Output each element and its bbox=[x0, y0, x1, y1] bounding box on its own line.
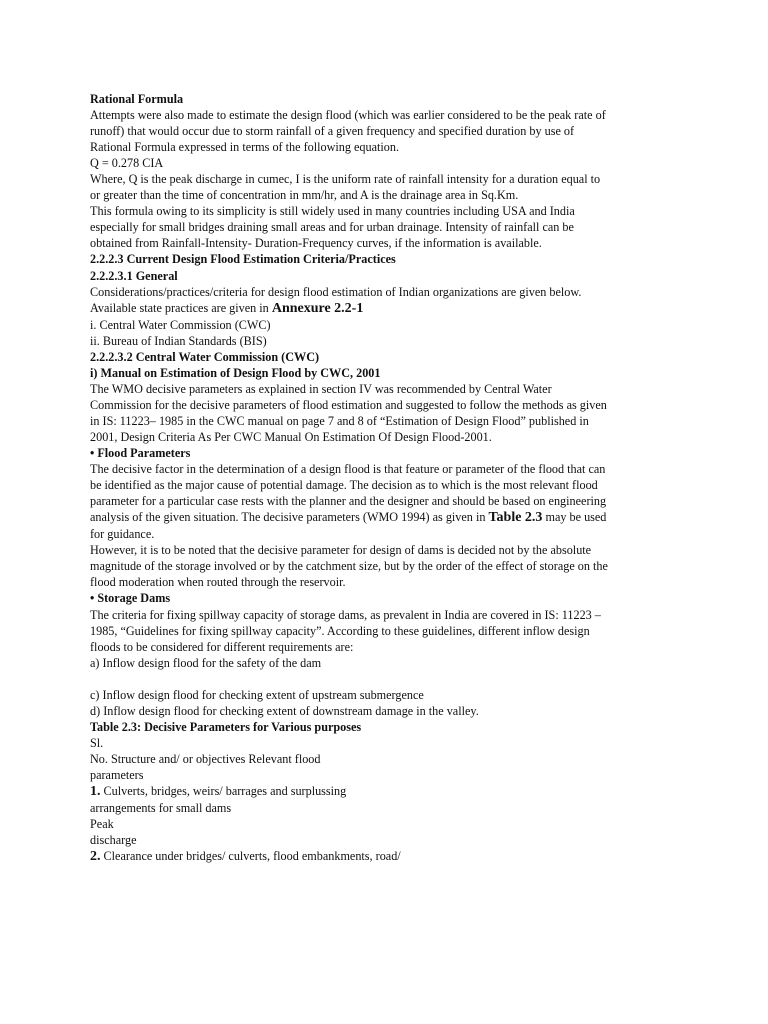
paragraph: This formula owing to its simplicity is still widely used in many countries including USA and India especially for small bridges draining small areas and for urban drainage. Intensity of rainfall can be obtained from Rainfall-Intensity- Duration-Frequency curves, if the information is available. bbox=[90, 204, 575, 251]
paragraph-text: may be used for guidance. bbox=[90, 510, 607, 542]
bullet-icon: • bbox=[90, 446, 95, 461]
table-reference: Table 2.3 bbox=[488, 510, 543, 526]
table-row bbox=[90, 848, 610, 865]
list-item: ii. Bureau of Indian Standards (BIS) bbox=[90, 333, 267, 348]
table-row bbox=[90, 783, 610, 800]
paragraph: Attempts were also made to estimate the design flood (which was earlier considered to be the peak rate of runoff) that would occur due to storm rainfall of a given frequency and specified duration by use of Rational Formula expressed in terms of the following equation. bbox=[90, 108, 606, 155]
paragraph bbox=[90, 461, 610, 542]
list-item: d) Inflow design flood for checking extent of downstream damage in the valley. bbox=[90, 703, 479, 718]
table-header-line: No. Structure and/ or objectives Relevant flood bbox=[90, 751, 321, 766]
row-text: Culverts, bridges, weirs/ barrages and surplussing bbox=[100, 783, 347, 798]
row-number: 1. bbox=[90, 783, 101, 799]
list-item: a) Inflow design flood for the safety of the dam bbox=[90, 655, 322, 670]
subsection-heading-cwc: 2.2.2.3.2 Central Water Commission (CWC) bbox=[90, 349, 320, 364]
paragraph: The criteria for fixing spillway capacity of storage dams, as prevalent in India are covered in IS: 11223 – 1985, “Guidelines for fixing spillway capacity”. According to these guidelines, different inflow design floods to be considered for different requirements are: bbox=[90, 607, 601, 654]
blank-line bbox=[90, 671, 610, 687]
section-heading-rational-formula: Rational Formula bbox=[90, 92, 184, 106]
heading-text: Storage Dams bbox=[97, 591, 171, 606]
paragraph: However, it is to be noted that the decisive parameter for design of dams is decided not by the absolute magnitude of the storage involved or by the catchment size, but by the order of the effect of storage on the flood moderation when routed through the reservoir. bbox=[90, 543, 608, 590]
subsection-heading-general: 2.2.2.3.1 General bbox=[90, 268, 178, 283]
paragraph: Where, Q is the peak discharge in cumec, I is the uniform rate of rainfall intensity for a duration equal to or greater than the time of concentration in mm/hr, and A is the drainage area in Sq.Km. bbox=[90, 172, 601, 203]
subsection-heading-manual: i) Manual on Estimation of Design Flood by CWC, 2001 bbox=[90, 365, 381, 380]
row-text: Clearance under bridges/ culverts, flood embankments, road/ bbox=[100, 849, 401, 864]
heading-text: Flood Parameters bbox=[97, 446, 191, 461]
bullet-heading-storage-dams bbox=[90, 590, 610, 606]
bullet-heading-flood-parameters bbox=[90, 445, 610, 461]
general-text: Considerations/practices/criteria for design flood estimation of Indian organizations are given below. Available state practices are given in bbox=[90, 284, 582, 315]
table-row-cont: arrangements for small dams bbox=[90, 801, 232, 816]
table-cell: discharge bbox=[90, 833, 137, 848]
equation: Q = 0.278 CIA bbox=[90, 156, 164, 171]
document-page bbox=[90, 91, 610, 865]
table-cell: Peak bbox=[90, 817, 114, 832]
paragraph-text: The decisive factor in the determination of a design flood is that feature or parameter of the flood that can be identified as the major cause of potential damage. The decision as to which is the most relevant flood parameter for a particular case rests with the planner and the designer and should be based on engineering analysis of the given situation. The decisive parameters (WMO 1994) as given in bbox=[90, 462, 607, 525]
table-header-cont: parameters bbox=[90, 767, 144, 782]
table-header-sl: Sl. bbox=[90, 735, 104, 750]
bullet-icon: • bbox=[90, 591, 95, 606]
list-item: c) Inflow design flood for checking extent of upstream submergence bbox=[90, 687, 424, 702]
list-item: i. Central Water Commission (CWC) bbox=[90, 317, 271, 332]
annexure-reference: Annexure 2.2-1 bbox=[271, 300, 364, 316]
row-number: 2. bbox=[90, 849, 101, 865]
paragraph: The WMO decisive parameters as explained in section IV was recommended by Central Water Commission for the decisive parameters of flood estimation and suggested to follow the methods as given in IS: 11223– 1985 in the CWC manual on page 7 and 8 of “Estimation of Design Flood” published in 2001, Design Criteria As Per CWC Manual On Estimation Of Design Flood-2001. bbox=[90, 381, 607, 444]
table-heading: Table 2.3: Decisive Parameters for Various purposes bbox=[90, 719, 362, 734]
paragraph bbox=[90, 284, 610, 317]
section-heading-current-criteria: 2.2.2.3 Current Design Flood Estimation Criteria/Practices bbox=[90, 252, 396, 267]
